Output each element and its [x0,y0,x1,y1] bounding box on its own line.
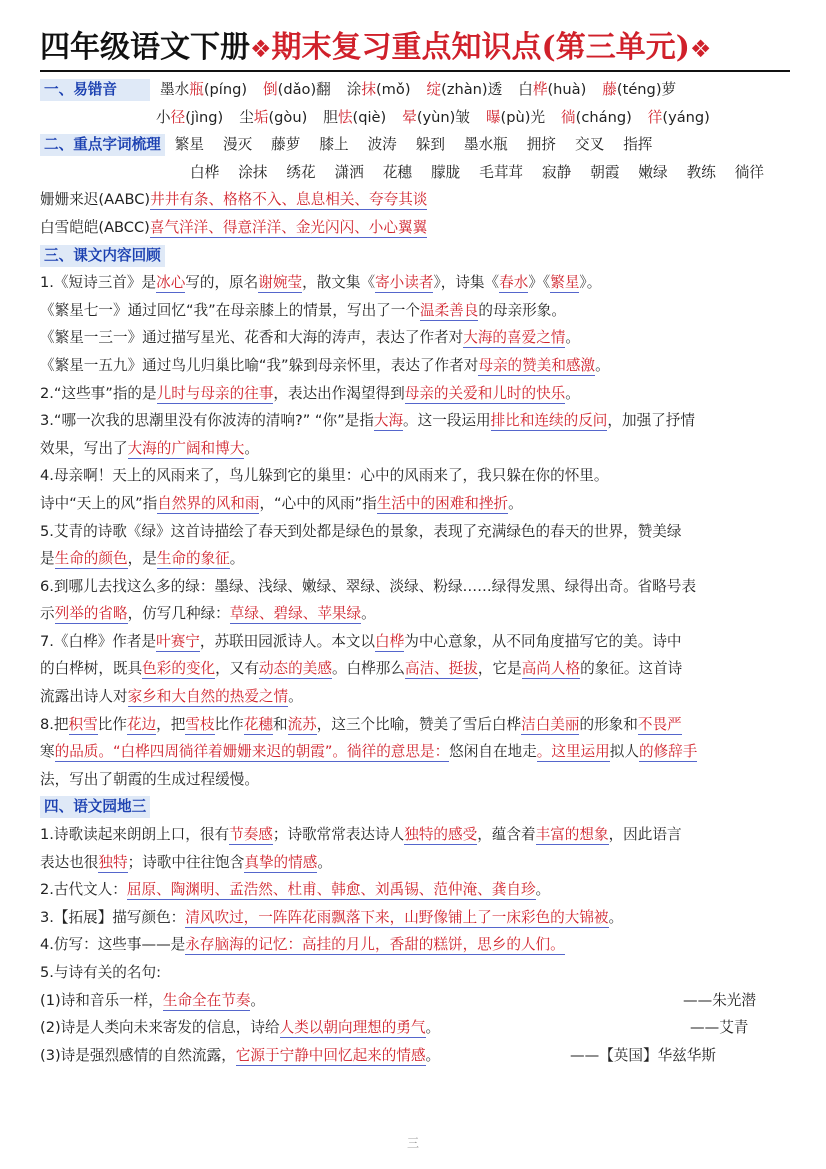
answer-text: 生命的颜色 [54,550,128,568]
plain-text: 效果，写出了 [40,439,128,457]
para [40,711,792,739]
answer-text: 人类以朝向理想的勇气 [279,1019,426,1037]
answer-text: 清风吹过，一阵阵花雨飘落下来，山野像铺上了一床彩色的大锦被 [185,908,609,926]
plain-text: 示 [40,605,55,623]
pinyin: (dǎo)翻 [277,81,331,98]
key-char: 徜 [561,108,576,126]
para: 法，写出了朝霞的生成过程缓慢。 [40,770,259,788]
plain-text: ，表达出作渴望得到 [273,384,405,402]
vocab-word: 徜徉 [734,163,765,181]
plain-text: ，因此语言 [608,826,682,844]
para [40,821,792,849]
plain-text: 。 [565,329,581,347]
plain-text: ，散文集《 [302,274,376,292]
plain-text: 2.古代文人： [40,881,127,899]
aabc-label: 姗姗来迟(AABC) [40,191,151,209]
plain-text: 。 [608,908,624,926]
plain-text: 。 [425,1019,441,1037]
plain-text: 的形象和 [579,715,638,733]
vocab-word: 嫩绿 [638,163,668,181]
para [40,407,792,435]
pinyin: (gòu) [268,108,308,126]
plain-text: 。 [288,688,303,706]
vocab-word: 拥挤 [526,136,556,154]
plain-text: 为中心意象，从不同角度描写它的美。诗中 [404,632,682,650]
para [40,628,792,656]
plain-text: 3.【拓展】描写颜色： [40,908,186,926]
answer-text: 温柔善良 [419,301,479,319]
plain-text: 4.仿写：这些事——是 [40,936,186,954]
page-number: 三 [406,1136,419,1150]
plain-text: 《繁星七一》通过回忆“我”在母亲膝上的情景，写出了一个 [40,301,420,319]
section-header: 二、重点字词梳理 [40,134,165,156]
char-text: 胆 [323,108,338,126]
plain-text: 写的，原名 [185,274,259,292]
s1-row1 [40,76,792,104]
page-title [40,22,790,72]
plain-text: 》，诗集《 [433,274,500,292]
answer-text: 儿时与母亲的往事 [156,384,274,402]
pinyin-item [347,76,411,104]
title-black: 四年级语文下册 [40,30,250,65]
char-text: 墨水 [160,81,190,98]
plain-text: 。 [508,494,523,512]
vocab-word: 白桦 [190,163,220,181]
plain-text: 《繁星一三一》通过描写星光、花香和大海的涛声，表达了作者对 [40,329,464,347]
quote-author: ——朱光潜 [683,991,756,1009]
plain-text: 。 [565,384,580,402]
s2-row1 [40,131,792,159]
pinyin-item [239,104,307,132]
answer-text: 高尚人格 [521,660,581,678]
para [40,545,792,573]
answer-text: 大海的广阔和博大 [127,439,245,457]
vocab-word: 绣花 [286,163,316,181]
answer-text: 丰富的想象 [535,826,609,844]
answer-text: 自然界的风和雨 [157,494,260,512]
key-char: 径 [170,108,186,126]
answer-text: 花穗 [243,715,273,733]
plain-text: 。 [229,550,245,568]
vocab-word: 指挥 [623,136,653,154]
pinyin-item [427,76,503,104]
key-char: 垢 [253,108,269,126]
pinyin-item [323,104,386,132]
plain-text: ，仿写几种绿： [127,605,230,623]
plain-text: 1.诗歌读起来朗朗上口，很有 [40,826,230,844]
plain-text: 。 [250,991,266,1009]
pinyin-list [160,81,692,98]
plain-text: 1.《短诗三首》是 [40,274,157,292]
answer-text: 大海 [373,412,404,430]
plain-text: 》《 [528,274,551,292]
pinyin: (cháng) [575,108,632,126]
aabc-words: 井井有条、格格不入、息息相关、夸夸其谈 [150,191,428,209]
answer-text: 生命全在节奏 [162,991,251,1009]
answer-text: 排比和连续的反问 [490,412,608,430]
plain-text: ，“心中的风雨”指 [259,494,377,512]
answer-text: 繁星 [550,274,580,292]
vocab-word: 膝上 [319,136,349,154]
plain-text: ；诗歌中往往饱含 [127,853,245,871]
answer-text: 大海的喜爱之情 [463,329,566,347]
quote-author: ——艾青 [690,1019,749,1037]
vocab-word: 潇洒 [334,163,364,181]
answer-text: 春水 [499,274,529,292]
plain-text: 比作 [214,715,244,733]
plain-text: 拟人 [609,743,639,761]
vocab-word: 交叉 [574,136,605,154]
quote-text [40,992,265,1011]
answer-text: 积雪 [68,715,98,733]
plain-text: 。白桦那么 [331,660,405,678]
pinyin: (yáng) [662,108,710,126]
plain-text: 。这一段运用 [403,412,491,430]
plain-text: 表达也很 [40,853,99,871]
answer-text: 的品质。“白桦四周徜徉着姗姗来迟的朝霞”。徜徉的意思是： [54,743,450,761]
plain-text: 的母亲形象。 [478,301,566,319]
pinyin-item [602,76,676,104]
vocab-word: 朦胧 [431,163,461,181]
plain-text: 》。 [579,274,602,292]
answer-text: 独特的感受 [404,826,478,844]
s1-row2 [40,104,792,132]
pinyin: (mǒ) [375,81,411,98]
word-list [175,136,672,153]
para [40,876,792,904]
plain-text: 是 [40,550,55,568]
plain-text: 和 [272,715,288,733]
para [40,490,792,518]
para [40,849,792,877]
plain-text: ；诗歌常常表达诗人 [272,826,405,844]
para: 5.与诗有关的名句: [40,964,161,981]
answer-text: 母亲的赞美和感激 [478,356,596,374]
pinyin-item [160,76,247,104]
plain-text: 诗中“天上的风”指 [40,494,158,512]
plain-text: 8.把 [40,715,69,733]
para: 5.艾青的诗歌《绿》这首诗描绘了春天到处都是绿色的景象，表现了充满绿色的春天的世界，赞美绿 [40,522,682,540]
word-list [190,164,783,181]
answer-text: 它源于宁静中回忆起来的情感 [235,1046,426,1064]
para [40,435,792,463]
answer-text: 生命的象征 [156,550,230,568]
answer-text: 。这里运用 [536,743,610,761]
char-text: 小 [156,108,171,126]
answer-text: 节奏感 [229,826,273,844]
answer-text: 不畏严 [637,715,682,733]
key-char: 桦 [532,81,548,98]
para [40,324,792,352]
plain-text: 。 [535,881,551,899]
pinyin-item [156,104,223,132]
pinyin-item [648,104,710,132]
aabc-row [40,186,792,214]
answer-text: 雪枝 [185,715,215,733]
answer-text: 家乡和大自然的热爱之情 [127,688,289,706]
plain-text: ，蕴含着 [477,826,536,844]
section-header: 四、语文园地三 [40,796,150,818]
plain-text: ，又有 [215,660,259,678]
plain-text: 《繁星一五九》通过鸟儿归巢比喻“我”躲到母亲怀里，表达了作者对 [40,356,479,374]
plain-text: 7.《白桦》作者是 [40,632,157,650]
plain-text: 流露出诗人对 [40,688,128,706]
para: 6.到哪儿去找这么多的绿：墨绿、浅绿、嫩绿、翠绿、淡绿、粉绿……绿得发黑、绿得出奇。省略号表 [40,577,697,595]
char-text: 白 [518,81,533,98]
vocab-word: 朝霞 [590,163,620,181]
answer-text: 高洁、挺拔 [404,660,478,678]
section-header: 一、易错音 [40,79,150,101]
para [40,297,792,325]
plain-text: ，把 [156,715,186,733]
quote-row [40,987,792,1015]
diamond-icon: ❖ [250,35,272,63]
answer-text: 色彩的变化 [142,660,216,678]
vocab-word: 花穗 [382,163,413,181]
key-char: 晕 [402,108,417,126]
quote-author: ——【英国】华兹华斯 [570,1046,716,1064]
answer-text: 叶赛宁 [156,632,200,650]
plain-text: 。 [595,356,610,374]
plain-text: 。 [425,1046,441,1064]
title-red: 期末复习重点知识点(第三单元) [271,30,690,65]
pinyin-item [518,76,586,104]
vocab-word: 藤萝 [271,136,301,154]
s3-header-row [40,242,792,270]
answer-text: 生活中的困难和挫折 [376,494,509,512]
pinyin-item [402,104,470,132]
para [40,380,792,408]
pinyin: (píng) [203,81,248,98]
answer-text: 谢婉莹 [258,274,303,292]
pinyin: (jìng) [185,108,224,126]
plain-text: 。 [361,605,376,623]
para [40,352,792,380]
answer-text: 永存脑海的记忆：高挂的月儿，香甜的糕饼，思乡的人们。 [185,936,565,954]
vocab-word: 墨水瓶 [463,136,508,154]
para [40,904,792,932]
pinyin: (zhàn)透 [441,81,503,98]
quote-text [40,1047,440,1066]
diamond-icon: ❖ [689,35,712,63]
answer-text: 列举的省略 [54,605,128,623]
answer-text: 真挚的情感 [244,853,318,871]
s2-row2 [40,159,792,187]
pinyin: (qiè) [352,108,387,126]
plain-text: 的白桦树，既具 [40,660,143,678]
key-char: 倒 [263,81,278,98]
answer-text: 草绿、碧绿、苹果绿 [229,605,362,623]
answer-text: 冰心 [156,274,186,292]
plain-text: (1)诗和音乐一样， [40,991,163,1009]
plain-text: 2.“这些事”指的是 [40,384,157,402]
para [40,931,792,959]
answer-text: 母亲的关爱和儿时的快乐 [404,384,566,402]
pinyin: (yùn)皱 [416,108,470,126]
para [40,738,792,766]
plain-text: 比作 [97,715,127,733]
key-char: 绽 [426,81,442,98]
plain-text: 悠闲自在地走 [449,743,537,761]
plain-text: ，加强了抒情 [607,412,695,430]
vocab-word: 涂抹 [238,163,268,181]
para: 4.母亲啊！天上的风雨来了，鸟儿躲到它的巢里：心中的风雨来了，我只躲在你的怀里。 [40,467,609,485]
para [40,655,792,683]
quote-row [40,1014,792,1042]
vocab-word: 教练 [686,163,716,181]
plain-text: ，是 [127,550,157,568]
key-char: 怯 [337,108,353,126]
para [40,269,792,297]
abcc-words: 喜气洋洋、得意洋洋、金光闪闪、小心翼翼 [149,218,428,236]
pinyin: (pù)光 [500,108,546,126]
answer-text: 花边 [126,715,157,733]
key-char: 徉 [647,108,663,126]
plain-text: 。 [244,439,259,457]
plain-text: 的象征。这首诗 [580,660,683,678]
answer-text: 独特 [98,853,128,871]
answer-text: 动态的美感 [258,660,332,678]
answer-text: 洁白美丽 [521,715,580,733]
vocab-word: 寂静 [542,163,572,181]
answer-text: 流苏 [287,715,317,733]
pinyin: (huà) [547,81,587,98]
s4-header-row [40,793,792,821]
answer-text: 的修辞手 [638,743,698,761]
key-char: 藤 [602,81,617,98]
plain-text: (3)诗是强烈感情的自然流露， [40,1046,236,1064]
char-text: 涂 [346,81,362,98]
abcc-label: 白雪皑皑(ABCC) [40,218,150,236]
section-header: 三、课文内容回顾 [40,245,165,267]
char-text: 尘 [239,108,254,126]
plain-text: 。 [317,853,332,871]
pinyin-item [263,76,331,104]
plain-text: 3.“哪一次我的思潮里没有你波涛的清响?” “你”是指 [40,412,374,430]
key-char: 瓶 [189,81,204,98]
answer-text: 白桦 [375,632,405,650]
pinyin-item [561,104,632,132]
vocab-word: 波涛 [367,136,397,154]
key-char: 曝 [485,108,501,126]
para [40,683,792,711]
para [40,600,792,628]
abcc-row [40,214,792,242]
content [40,76,792,1069]
plain-text: ，这三个比喻，赞美了雪后白桦 [316,715,522,733]
answer-text: 寄小读者 [375,274,434,292]
quote-row [40,1042,792,1070]
vocab-word: 漫灭 [222,136,253,154]
vocab-word: 繁星 [174,136,204,154]
plain-text: (2)诗是人类向未来寄发的信息，诗给 [40,1019,280,1037]
quote-text [40,1019,440,1038]
pinyin-list [156,109,726,126]
plain-text: ，它是 [477,660,522,678]
pinyin: (téng)萝 [616,81,677,98]
key-char: 抹 [361,81,376,98]
answer-text: 屈原、陶渊明、孟浩然、杜甫、韩愈、刘禹锡、范仲淹、龚自珍 [126,881,536,899]
vocab-word: 毛茸茸 [479,163,524,181]
pinyin-item [486,104,545,132]
plain-text: ，苏联田园派诗人。本文以 [199,632,376,650]
vocab-word: 躲到 [415,136,445,154]
plain-text: 寒 [40,743,55,761]
